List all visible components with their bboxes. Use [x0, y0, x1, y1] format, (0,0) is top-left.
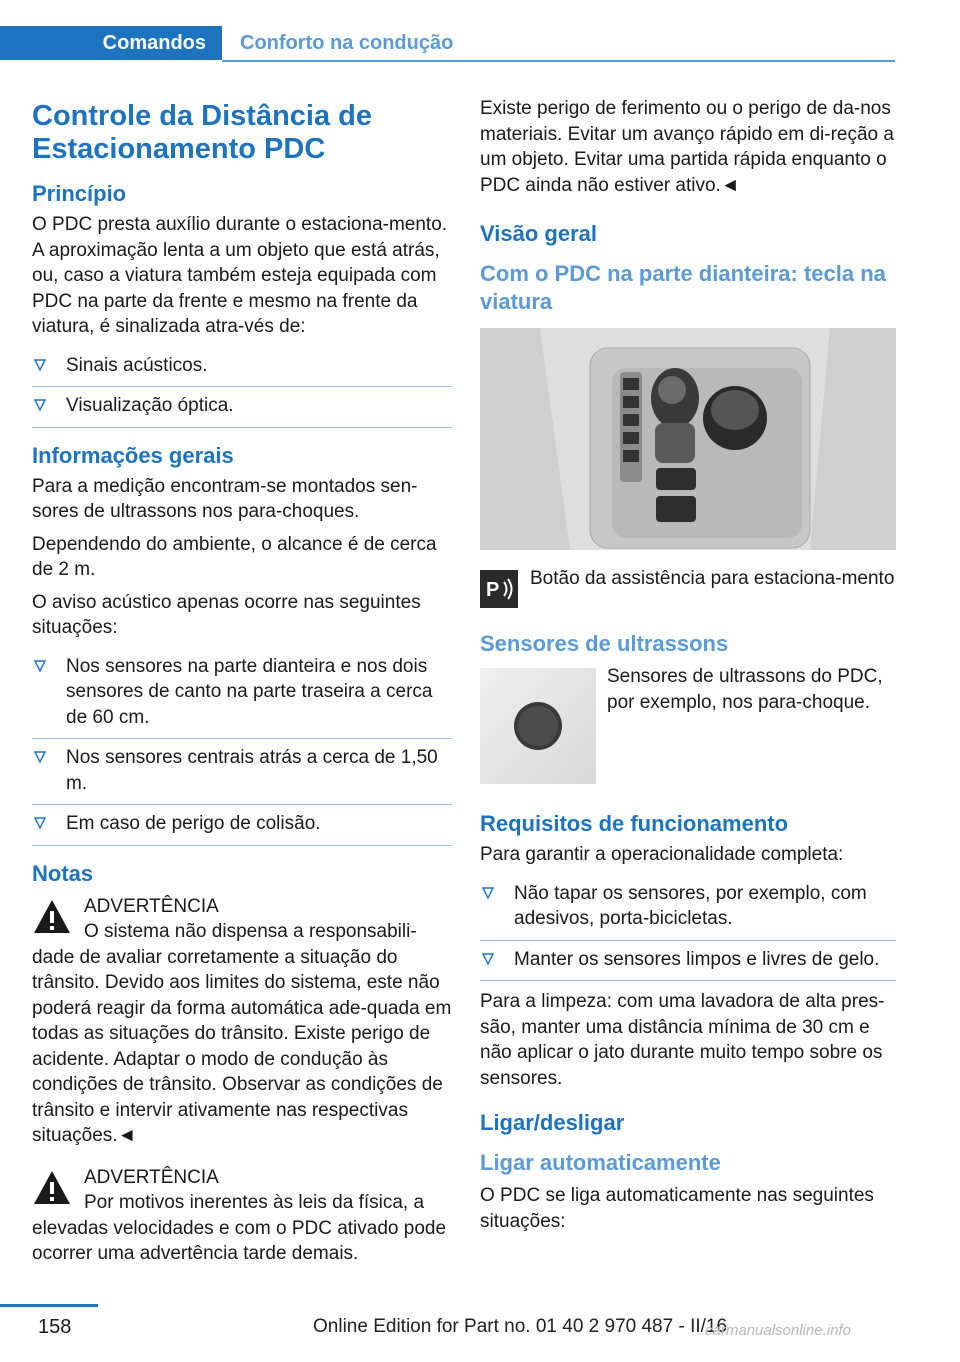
list-item: [480, 875, 896, 941]
warning-body: elevadas velocidades e com o PDC ativado pode ocorrer uma advertência tarde demais.: [32, 1217, 447, 1264]
header-tabs: [0, 26, 895, 62]
center-console-photo: [480, 328, 896, 550]
triangle-bullet-icon: [34, 359, 46, 371]
sensor-photo: [480, 668, 596, 784]
warning-body: dade de avaliar corretamente a situação do trânsito. Devido aos limites do sistema, este não poderá reagir da forma automática ade-quada em todas as situações do trânsito. Existe perigo de acidente. Adaptar o modo de condução às condições de trânsito. Observar as condições de trânsito e intervir ativamente nas respectivas situações.◄: [32, 946, 452, 1146]
heading-ligar-desligar: Ligar/desligar: [480, 1110, 625, 1135]
triangle-bullet-icon: [34, 751, 46, 763]
list-item-text: Nos sensores centrais atrás a cerca de 1,50 m.: [66, 747, 438, 794]
list-item: [32, 805, 452, 846]
list-item: [32, 648, 452, 740]
left-column: [32, 100, 452, 1267]
triangle-bullet-icon: [482, 887, 494, 899]
heading-sensores: Sensores de ultrassons: [480, 631, 729, 656]
tab-conforto[interactable]: Conforto na condução: [240, 31, 454, 54]
footer-rule: [0, 1304, 98, 1307]
heading-visao-geral: Visão geral: [480, 221, 597, 246]
heading-notas: Notas: [32, 860, 94, 886]
page-number: 158: [38, 1316, 72, 1338]
list-item: [32, 387, 452, 428]
list-item-text: Nos sensores na parte dianteira e nos dois sensores de canto na parte traseira a cerca de 60 cm.: [66, 655, 433, 728]
triangle-bullet-icon: [34, 660, 46, 672]
limpeza-text: Para a limpeza: com uma lavadora de alta pres-são, manter uma distância mínima de 30 cm e não aplicar o jato durante muito tempo sobre os sensores.: [480, 991, 885, 1089]
sensores-text: Sensores de ultrassons do PDC, por exemplo, nos para-choque.: [607, 666, 883, 713]
list-item-text: Sinais acústicos.: [66, 354, 208, 376]
list-item-text: Em caso de perigo de colisão.: [66, 813, 321, 834]
warning-block-1: [32, 894, 452, 1149]
warning-lead: Por motivos inerentes às leis da física, a: [84, 1192, 425, 1213]
list-item-text: Não tapar os sensores, por exemplo, com adesivos, porta-bicicletas.: [514, 882, 867, 929]
heading-requisitos: Requisitos de funcionamento: [480, 811, 789, 836]
requisitos-text: Para garantir a operacionalidade completa:: [480, 844, 844, 865]
center-console-image: [480, 328, 896, 550]
ligar-auto-text: O PDC se liga automaticamente nas seguintes situações:: [480, 1185, 874, 1232]
warning-block-2: [32, 1165, 452, 1267]
list-item: [32, 347, 452, 388]
triangle-bullet-icon: [34, 399, 46, 411]
warning-title: ADVERTÊNCIA: [84, 895, 219, 917]
heading-tecla: Com o PDC na parte dianteira: tecla na viatura: [480, 261, 886, 314]
tab-underline: [222, 60, 895, 62]
parking-assist-button-icon: [480, 570, 518, 608]
list-item: [480, 941, 896, 982]
info-p2: Dependendo do ambiente, o alcance é de cerca de 2 m.: [32, 533, 437, 580]
triangle-bullet-icon: [34, 817, 46, 829]
watermark: carmanualsonline.info: [705, 1322, 851, 1339]
list-item-text: Manter os sensores limpos e livres de gelo.: [514, 948, 880, 970]
info-list: [32, 648, 452, 846]
edition-note: Online Edition for Part no. 01 40 2 970 487 - II/16: [313, 1316, 728, 1337]
ultrasonic-sensor-image: [480, 668, 596, 784]
photo-caption: [480, 566, 896, 616]
page-title: Controle da Distância de Estacionamento PDC: [32, 100, 373, 165]
warning-lead: O sistema não dispensa a responsabili-: [84, 921, 417, 942]
warning-triangle-icon: [32, 898, 72, 936]
warning-title: ADVERTÊNCIA: [84, 1166, 219, 1188]
heading-informacoes: Informações gerais: [32, 442, 234, 468]
info-p3: O aviso acústico apenas ocorre nas seguintes situações:: [32, 591, 421, 638]
warning-triangle-icon: [32, 1169, 72, 1207]
triangle-bullet-icon: [482, 953, 494, 965]
info-p1: Para a medição encontram-se montados sen-sores de ultrassons nos para-choques.: [32, 475, 418, 522]
list-item-text: Visualização óptica.: [66, 395, 234, 416]
principio-list: [32, 347, 452, 428]
right-column: [480, 96, 896, 1241]
principio-text: O PDC presta auxílio durante o estaciona-mento. A aproximação lenta a um objeto que está atrás, ou, caso a viatura também esteja equipada com PDC na parte da frente e mesmo na frente da viatura, é sinalizada atra-vés de:: [32, 214, 448, 337]
svg-text:P: P: [486, 579, 500, 601]
tab-comandos[interactable]: Comandos: [0, 26, 222, 60]
caption-text: Botão da assistência para estaciona-mento: [530, 568, 895, 589]
list-item: [32, 739, 452, 805]
warning-continuation: Existe perigo de ferimento ou o perigo de da-nos materiais. Evitar um avanço rápido em di-reção a um objeto. Evitar uma partida rápida enquanto o PDC ainda não estiver ativo.◄: [480, 98, 894, 196]
sensor-block: [480, 664, 896, 784]
heading-ligar-auto: Ligar automaticamente: [480, 1150, 721, 1175]
requisitos-list: [480, 875, 896, 982]
heading-principio: Princípio: [32, 181, 127, 206]
